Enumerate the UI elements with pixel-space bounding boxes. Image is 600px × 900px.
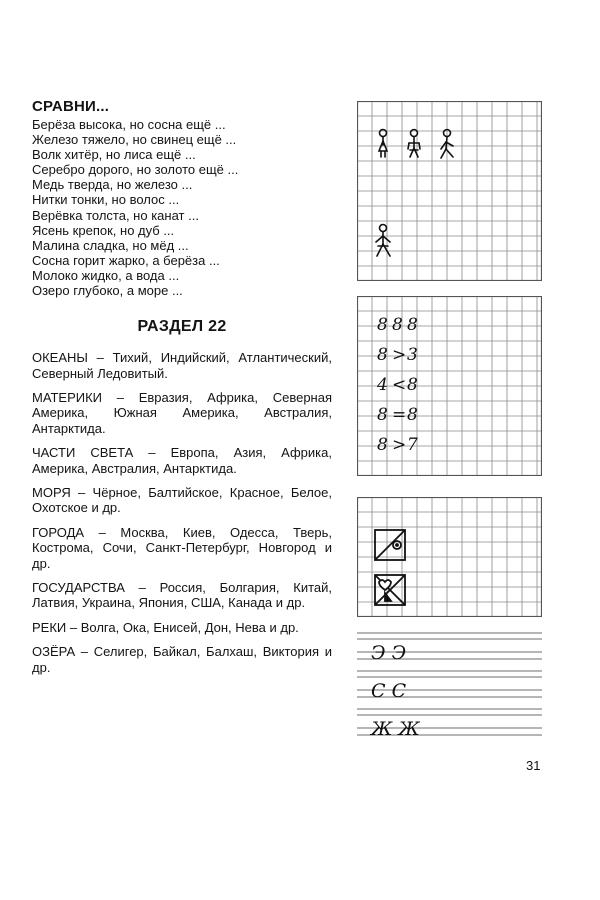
definition-paragraph: МОРЯ – Чёрное, Балтийское, Красное, Белое, Охотское и др.: [32, 484, 332, 516]
section-heading: РАЗДЕЛ 22: [137, 318, 227, 336]
grid-digit: 8: [407, 315, 418, 335]
grid-digit: 8: [407, 405, 418, 425]
compare-line: Медь тверда, но железо ...: [32, 177, 193, 193]
grid-digit: 4: [377, 375, 388, 395]
grid-digit: 8: [377, 435, 388, 455]
pictures-grid: [357, 497, 542, 617]
compare-line: Сосна горит жарко, а берёза ...: [32, 252, 220, 268]
handwriting-lines: [357, 627, 542, 740]
cursive-zh-letters: Ж Ж: [371, 718, 420, 740]
grid-digit: 7: [407, 435, 418, 455]
stick-figure-dress-icon: [379, 130, 387, 158]
definition-paragraph: ГОРОДА – Москва, Киев, Одесса, Тверь, Кострома, Сочи, Санкт-Петербург, Новгород и др.: [32, 524, 332, 571]
grid-digit: 8: [392, 315, 403, 335]
compare-line: Берёза высока, но сосна ещё ...: [32, 117, 226, 132]
compare-line: Малина сладка, но мёд ...: [32, 237, 189, 253]
stick-figures-grid: [357, 101, 542, 281]
grid-digits: [357, 296, 542, 476]
compare-line: Серебро дорого, но золото ещё ...: [32, 162, 239, 178]
grid-digit: 3: [407, 345, 418, 365]
grid-digit: >: [392, 435, 407, 455]
definition-paragraph: ЧАСТИ СВЕТА – Европа, Азия, Африка, Америка, Австралия, Антарктида.: [32, 445, 332, 476]
compare-line: Волк хитёр, но лиса ещё ...: [32, 147, 196, 163]
grid-digit: 8: [407, 375, 418, 395]
definition-paragraph: ОЗЁРА – Селигер, Байкал, Балхаш, Виктория и др.: [32, 644, 332, 675]
grid-digit: =: [392, 405, 407, 425]
compare-list: [32, 117, 332, 298]
definition-paragraph: РЕКИ – Волга, Ока, Енисей, Дон, Нева и др.: [32, 619, 299, 635]
grid-digit: >: [392, 345, 407, 365]
definition-paragraph: ОКЕАНЫ – Тихий, Индийский, Атлантический, Северный Ледовитый.: [32, 350, 332, 381]
compare-line: Железо тяжело, но свинец ещё ...: [32, 132, 237, 148]
grid-figures: [357, 101, 542, 281]
grid-digit: 8: [377, 315, 388, 335]
grid-pictures: [357, 497, 542, 617]
definition-paragraph: МАТЕРИКИ – Евразия, Африка, Северная Америка, Южная Америка, Австралия, Антарктида.: [32, 389, 332, 436]
page-number: 31: [526, 758, 541, 773]
compare-line: Молоко жидко, а вода ...: [32, 267, 180, 283]
ruled-lines: [357, 627, 542, 740]
compare-line: Озеро глубоко, а море ...: [32, 283, 183, 299]
compare-line: Нитки тонки, но волос ...: [32, 192, 180, 208]
cursive-e-letters: Э Э: [371, 642, 407, 664]
diagonal-square-icon: [375, 530, 405, 560]
digits-grid: [357, 296, 542, 476]
compare-line: Верёвка толста, но канат ...: [32, 207, 199, 223]
stick-figure-standing-icon: [408, 130, 420, 158]
definition-paragraph: ГОСУДАРСТВА – Россия, Болгария, Китай, Латвия, Украина, Япония, США, Канада и др.: [32, 580, 332, 611]
grid-digit: <: [392, 375, 407, 395]
compare-heading: СРАВНИ...: [32, 98, 110, 115]
grid-digit: 8: [377, 405, 388, 425]
heart-square-icon: [375, 575, 405, 605]
cursive-s-letters: С С: [371, 680, 407, 702]
grid-digit: 8: [377, 345, 388, 365]
text-column: [32, 98, 332, 684]
compare-line: Ясень крепок, но дуб ...: [32, 222, 175, 238]
